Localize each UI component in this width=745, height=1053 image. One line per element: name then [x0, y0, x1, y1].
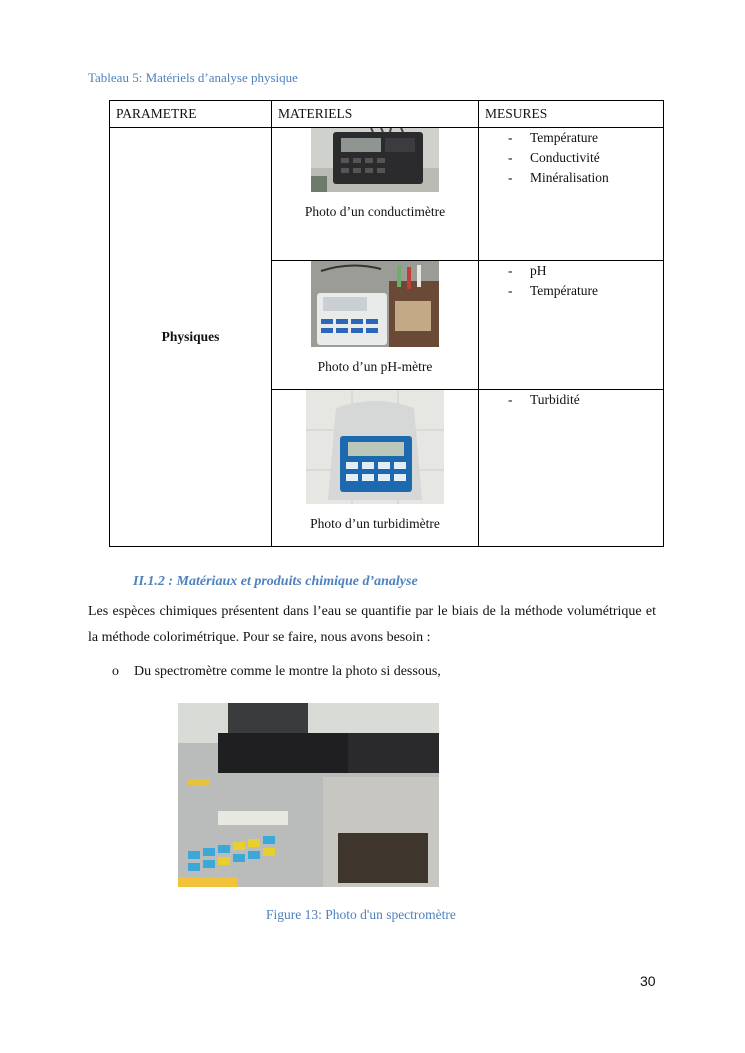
header-materiels: MATERIELS: [272, 101, 479, 128]
measures-list: [479, 128, 663, 188]
turbidimeter-photo: [306, 390, 444, 504]
materiel-cell: [272, 261, 479, 390]
header-parametre: PARAMETRE: [110, 101, 272, 128]
measures-list: [479, 261, 663, 301]
bullet-marker: o: [112, 664, 119, 679]
parameter-label: Physiques: [161, 329, 220, 344]
mesures-cell: [479, 390, 664, 547]
photo-caption: Photo d’un conductimètre: [304, 204, 446, 219]
body-paragraph: Les espèces chimiques présentent dans l’eau se quantifie par le biais de la méthode volumétrique et la méthode colorimétrique. Pour se faire, nous avons besoin :: [88, 604, 656, 645]
ph-meter-photo: [311, 261, 439, 347]
table-header-row: [110, 101, 664, 128]
list-item: - Turbidité: [479, 390, 663, 410]
list-item: - Minéralisation: [479, 168, 663, 188]
measures-list: [479, 390, 663, 410]
conductimeter-photo: [311, 128, 439, 192]
table-caption: Tableau 5: Matériels d’analyse physique: [88, 70, 298, 85]
mesures-cell: [479, 128, 664, 261]
parameter-cell: [110, 128, 272, 547]
materials-table: [109, 100, 664, 547]
list-item: - Température: [479, 281, 663, 301]
photo-caption: Photo d’un turbidimètre: [310, 516, 440, 531]
list-item: - pH: [479, 261, 663, 281]
materiel-cell: [272, 128, 479, 261]
section-heading: II.1.2 : Matériaux et produits chimique d’analyse: [133, 574, 418, 589]
list-item: - Température: [479, 128, 663, 148]
table-row: [110, 128, 664, 261]
header-mesures: MESURES: [479, 101, 664, 128]
materiel-cell: [272, 390, 479, 547]
bullet-text: Du spectromètre comme le montre la photo si dessous,: [134, 664, 441, 679]
figure-caption: Figure 13: Photo d'un spectromètre: [266, 907, 456, 922]
mesures-cell: [479, 261, 664, 390]
list-item: - Conductivité: [479, 148, 663, 168]
page-number: 30: [640, 973, 656, 989]
bullet-item: [112, 664, 441, 680]
photo-caption: Photo d’un pH-mètre: [317, 359, 433, 374]
spectrometer-photo: [178, 703, 439, 887]
